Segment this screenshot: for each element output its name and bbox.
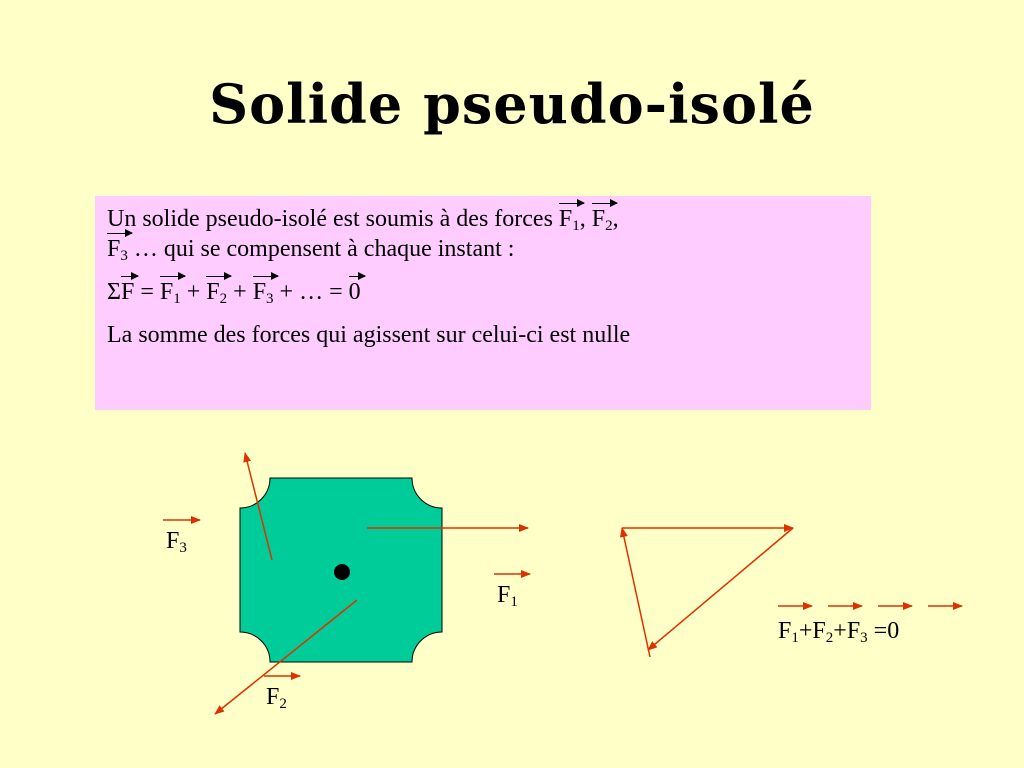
- label-f3: $F_3$: [166, 528, 187, 556]
- definition-text: Un solide pseudo-isolé est soumis à des forces: [107, 206, 559, 232]
- vector-f3: $F_3$: [107, 236, 128, 264]
- label-f2: $F_2$: [266, 684, 287, 712]
- triangle-side-f3: [622, 528, 650, 657]
- definition-tail: … qui se compensent à chaque instant :: [127, 236, 515, 262]
- eq-vector-f1: $F_1$: [159, 279, 181, 307]
- eq-vector-f3: $F_3$: [252, 279, 274, 307]
- vector-sum-f: F: [120, 279, 135, 305]
- eq-vector-zero: 0: [348, 279, 361, 305]
- vector-f2: $F_2$: [591, 206, 613, 234]
- vector-f1: $F_1$: [558, 206, 580, 234]
- center-of-mass: [334, 564, 350, 580]
- eq-vector-f2: $F_2$: [206, 279, 228, 307]
- slide-title: Solide pseudo-isolé: [209, 72, 815, 136]
- equation-line: $\Sigma F = F_1 + F_2 + F_3$ + … = 0: [107, 279, 361, 307]
- conclusion-line: La somme des forces qui agissent sur celui-ci est nulle: [107, 322, 631, 348]
- label-f1: $F_1$: [497, 582, 518, 610]
- triangle-side-f2: [648, 528, 793, 650]
- definition-line: Un solide pseudo-isolé est soumis à des forces $F_1$, $F_2$, $F_3$ … qui se compensent à chaque instant :: [107, 206, 619, 264]
- vector-sum-equation: $F_1+F_2+F_3 =0$: [778, 618, 900, 646]
